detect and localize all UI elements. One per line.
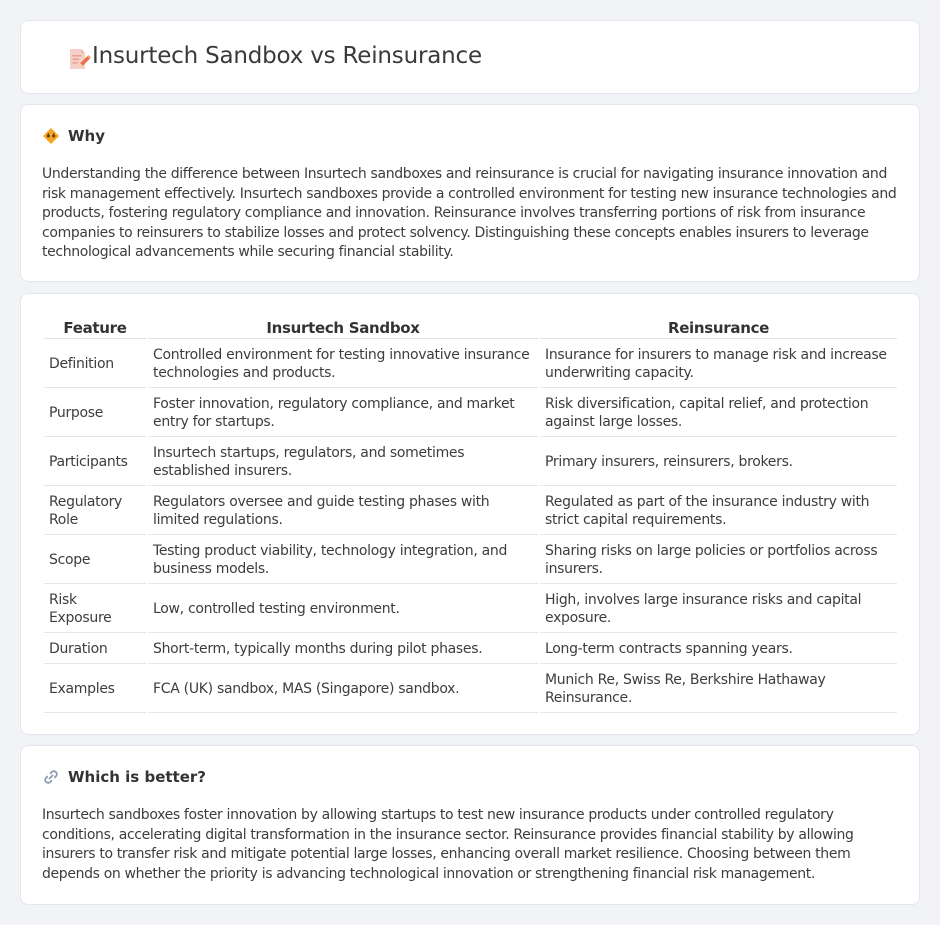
link-icon [42,768,60,786]
row-sandbox: Insurtech startups, regulators, and sometimes established insurers. [148,439,538,486]
row-reinsurance: High, involves large insurance risks and capital exposure. [540,586,897,633]
row-sandbox: Low, controlled testing environment. [148,586,538,633]
row-reinsurance: Regulated as part of the insurance industry with strict capital requirements. [540,488,897,535]
why-text: Understanding the difference between Insurtech sandboxes and reinsurance is crucial for navigating insurance innovation and risk management effectively. Insurtech sandboxes provide a controlled environment for testing new insurance technologies and products, fostering regulatory compliance and innovation. Reinsurance involves transferring portions of risk from insurance companies to reinsurers to stabilize losses and protect solvency. Distinguishing these concepts enables insurers to leverage technological advancements while securing financial stability. [42,166,897,261]
comparison-table [42,316,899,715]
table-row [44,586,897,633]
why-section [20,104,920,282]
warning-diamond-icon [42,127,60,145]
row-feature: Purpose [44,390,146,437]
comparison-section [20,293,920,735]
table-row [44,390,897,437]
row-sandbox: Testing product viability, technology integration, and business models. [148,537,538,584]
header-insurtech-sandbox: Insurtech Sandbox [148,318,538,339]
row-feature: Regulatory Role [44,488,146,535]
table-row [44,341,897,388]
row-sandbox: FCA (UK) sandbox, MAS (Singapore) sandbox. [148,666,538,713]
row-feature: Definition [44,341,146,388]
row-reinsurance: Risk diversification, capital relief, and protection against large losses. [540,390,897,437]
row-sandbox: Controlled environment for testing innovative insurance technologies and products. [148,341,538,388]
which-text: Insurtech sandboxes foster innovation by allowing startups to test new insurance products under controlled regulatory conditions, accelerating digital transformation in the insurance sector. Reinsurance provides financial stability by allowing insurers to transfer risk and mitigate potential large losses, enhancing overall market resilience. Choosing between them depends on whether the priority is advancing technological innovation or strengthening financial risk management. [42,807,854,882]
page-title: Insurtech Sandbox vs Reinsurance [92,43,482,69]
header-reinsurance: Reinsurance [540,318,897,339]
table-row [44,439,897,486]
table-row [44,635,897,664]
row-reinsurance: Insurance for insurers to manage risk and increase underwriting capacity. [540,341,897,388]
table-row [44,488,897,535]
why-heading [42,127,105,145]
table-row [44,537,897,584]
table-header-row [44,318,897,339]
row-reinsurance: Munich Re, Swiss Re, Berkshire Hathaway Reinsurance. [540,666,897,713]
row-feature: Scope [44,537,146,584]
which-title: Which is better? [68,768,206,786]
row-sandbox: Short-term, typically months during pilot phases. [148,635,538,664]
row-feature: Examples [44,666,146,713]
header-feature: Feature [44,318,146,339]
row-feature: Risk Exposure [44,586,146,633]
row-feature: Participants [44,439,146,486]
which-section [20,745,920,905]
row-sandbox: Foster innovation, regulatory compliance, and market entry for startups. [148,390,538,437]
why-title: Why [68,127,106,145]
document-pencil-icon [67,47,91,71]
row-reinsurance: Sharing risks on large policies or portfolios across insurers. [540,537,897,584]
table-row [44,666,897,713]
row-feature: Duration [44,635,146,664]
row-reinsurance: Long-term contracts spanning years. [540,635,897,664]
which-heading [42,768,206,786]
header-card [20,20,920,94]
row-reinsurance: Primary insurers, reinsurers, brokers. [540,439,897,486]
row-sandbox: Regulators oversee and guide testing phases with limited regulations. [148,488,538,535]
